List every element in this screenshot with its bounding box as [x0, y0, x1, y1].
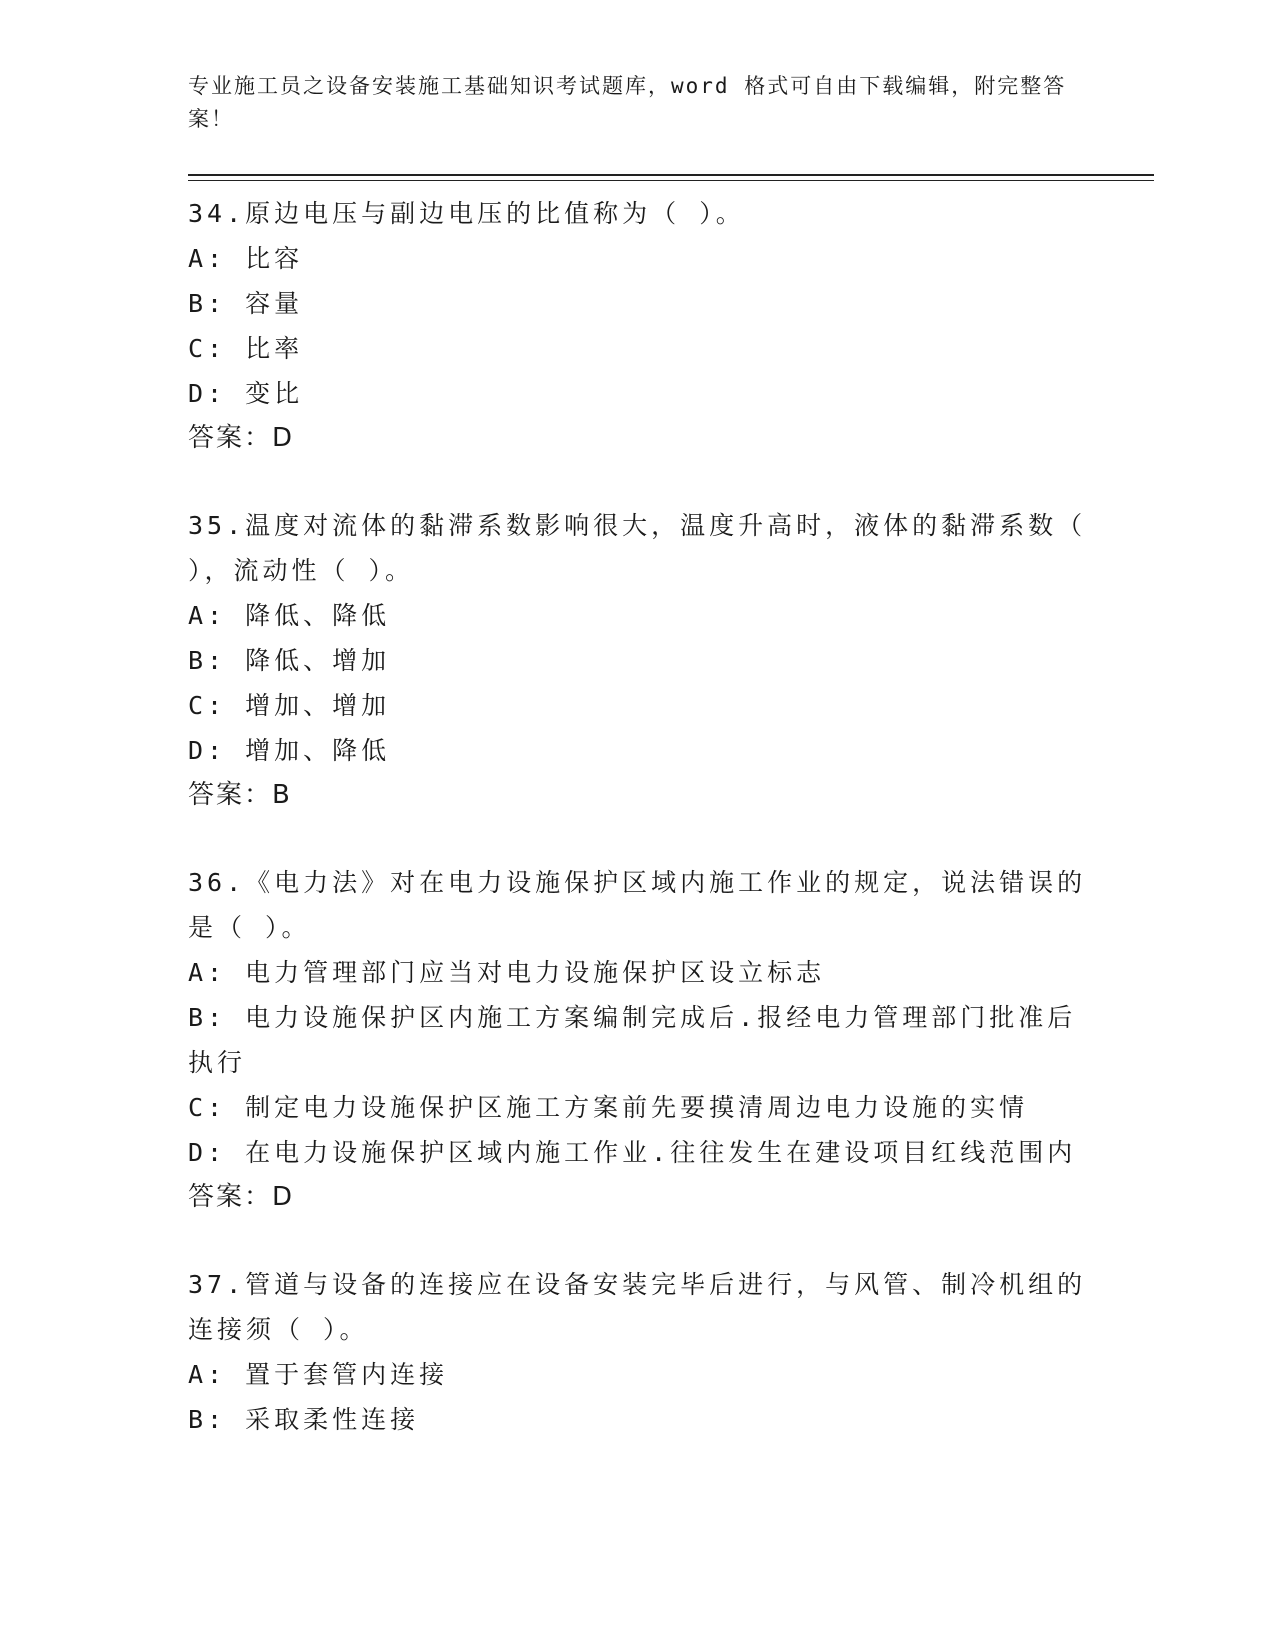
answer: 答案：D: [188, 423, 295, 453]
option-d: D: 在电力设施保护区域内施工作业.往往发生在建设项目红线范围内: [188, 1138, 1077, 1167]
document-page: [188, 70, 1158, 1484]
option-c: C: 比率: [188, 334, 304, 363]
option-d: D: 增加、降低: [188, 736, 391, 765]
answer: 答案：B: [188, 780, 292, 810]
option-b: B: 电力设施保护区内施工方案编制完成后.报经电力管理部门批准后执行: [188, 1003, 1077, 1077]
question-stem: 37.管道与设备的连接应在设备安装完毕后进行，与风管、制冷机组的连接须（ ）。: [188, 1270, 1087, 1344]
question-37: [188, 1262, 1158, 1442]
question-35: [188, 503, 1158, 818]
header-divider: [188, 174, 1154, 181]
option-c: C: 增加、增加: [188, 691, 391, 720]
option-c: C: 制定电力设施保护区施工方案前先要摸清周边电力设施的实情: [188, 1093, 1029, 1122]
document-header: 专业施工员之设备安装施工基础知识考试题库，word 格式可自由下载编辑，附完整答案！: [188, 74, 1067, 131]
question-list: [188, 191, 1158, 1442]
question-34: [188, 191, 1158, 461]
answer: 答案：D: [188, 1182, 295, 1212]
option-b: B: 采取柔性连接: [188, 1405, 420, 1434]
option-d: D: 变比: [188, 379, 304, 408]
question-stem: 36.《电力法》对在电力设施保护区域内施工作业的规定，说法错误的是（ ）。: [188, 868, 1087, 942]
question-stem: 34.原边电压与副边电压的比值称为（ ）。: [188, 199, 745, 228]
question-stem: 35.温度对流体的黏滞系数影响很大，温度升高时，液体的黏滞系数（ ），流动性（ ）。: [188, 511, 1087, 585]
option-b: B: 容量: [188, 289, 304, 318]
option-a: A: 比容: [188, 244, 304, 273]
option-a: A: 电力管理部门应当对电力设施保护区设立标志: [188, 958, 826, 987]
question-36: [188, 860, 1158, 1220]
option-a: A: 置于套管内连接: [188, 1360, 449, 1389]
option-b: B: 降低、增加: [188, 646, 391, 675]
option-a: A: 降低、降低: [188, 601, 391, 630]
